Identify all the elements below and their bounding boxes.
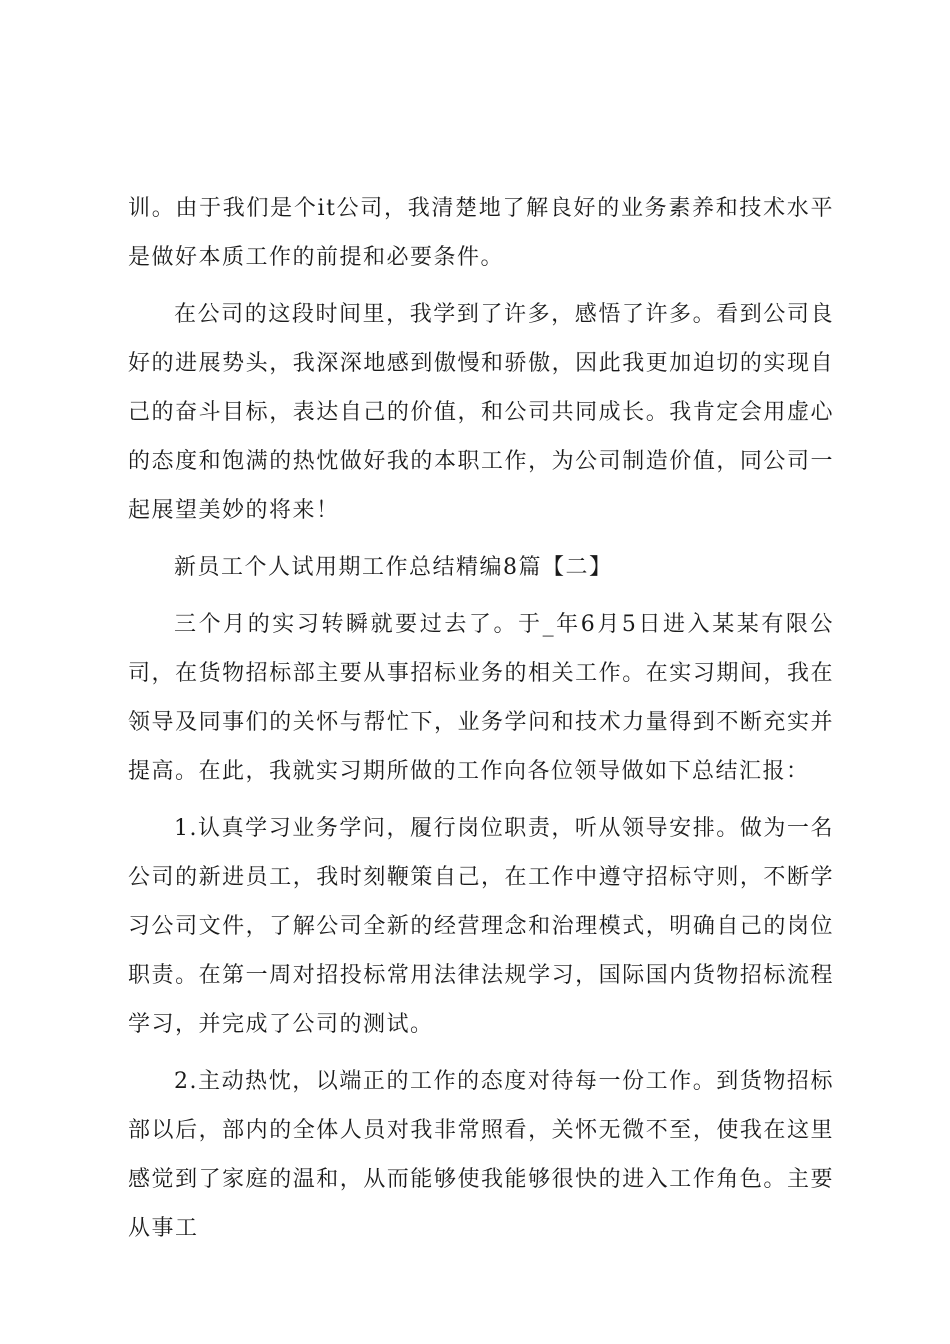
- paragraph-internship-intro: 三个月的实习转瞬就要过去了。于_年6月5日进入某某有限公司，在货物招标部主要从事招标业务的相关工作。在实习期间，我在领导及同事们的关怀与帮忙下，业务学问和技术力量得到不断充实并提高。在此，我就实习期所做的工作向各位领导做如下总结汇报：: [128, 612, 834, 784]
- section-heading: 新员工个人试用期工作总结精编8篇【二】: [174, 555, 613, 580]
- paragraph-continuation: 训。由于我们是个it公司，我清楚地了解良好的业务素养和技术水平是做好本质工作的前提和必要条件。: [128, 196, 834, 270]
- paragraph-company-growth: 在公司的这段时间里，我学到了许多，感悟了许多。看到公司良好的进展势头，我深深地感到傲慢和骄傲，因此我更加迫切的实现自己的奋斗目标，表达自己的价值，和公司共同成长。我肯定会用虚心的态度和饱满的热忱做好我的本职工作，为公司制造价值，同公司一起展望美妙的将来！: [128, 302, 834, 523]
- paragraph-item-1: 1.认真学习业务学问，履行岗位职责，听从领导安排。做为一名公司的新进员工，我时刻鞭策自己，在工作中遵守招标守则，不断学习公司文件，了解公司全新的经营理念和治理模式，明确自己的岗位职责。在第一周对招投标常用法律法规学习，国际国内货物招标流程学习，并完成了公司的测试。: [128, 816, 834, 1037]
- paragraph-item-2: 2.主动热忱，以端正的工作的态度对待每一份工作。到货物招标部以后，部内的全体人员对我非常照看，关怀无微不至，使我在这里感觉到了家庭的温和，从而能够使我能够很快的进入工作角色。主要从事工: [128, 1069, 834, 1241]
- document-body: [128, 184, 834, 1253]
